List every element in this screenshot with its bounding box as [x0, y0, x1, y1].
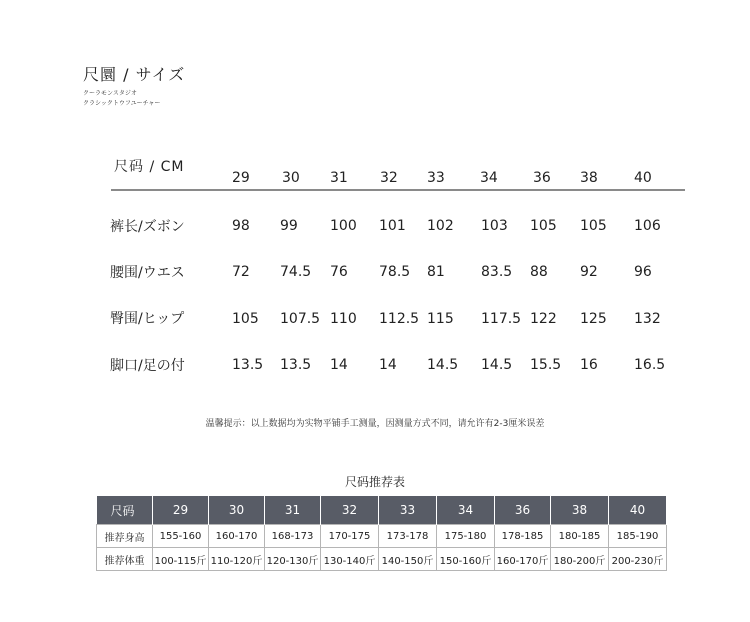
size-value: 101: [379, 218, 406, 234]
size-value: 16.5: [634, 357, 666, 373]
size-value: 105: [530, 218, 557, 234]
size-value: 14.5: [427, 357, 459, 373]
recommend-cell: 110-120斤: [209, 548, 265, 571]
size-column-header: 32: [380, 170, 398, 186]
size-value: 76: [330, 264, 348, 280]
recommend-cell: 180-185: [551, 525, 609, 548]
recommend-cell: 168-173: [265, 525, 321, 548]
size-value: 102: [427, 218, 454, 234]
recommend-cell: 175-180: [437, 525, 495, 548]
recommend-cell: 120-130斤: [265, 548, 321, 571]
recommend-size-header: 40: [609, 496, 667, 525]
size-value: 96: [634, 264, 652, 280]
size-value: 13.5: [280, 357, 312, 373]
size-value: 122: [530, 311, 557, 327]
size-value: 14: [379, 357, 397, 373]
size-value: 105: [232, 311, 259, 327]
size-value: 74.5: [280, 264, 312, 280]
size-value: 110: [330, 311, 357, 327]
recommend-row-height: [97, 525, 667, 548]
size-row-label: 臀围/ヒップ: [110, 311, 185, 327]
recommend-header-row: [97, 496, 667, 525]
size-value: 16: [580, 357, 598, 373]
size-value: 100: [330, 218, 357, 234]
size-value: 13.5: [232, 357, 264, 373]
recommend-size-header: 31: [265, 496, 321, 525]
size-value: 88: [530, 264, 548, 280]
recommend-header-label: 尺码: [97, 496, 153, 525]
recommend-table-title: 尺码推荐表: [344, 475, 405, 489]
page-subtitle-line-1: クーラモンスタジオ: [83, 90, 137, 97]
size-value: 125: [580, 311, 607, 327]
recommend-cell: 180-200斤: [551, 548, 609, 571]
size-value: 112.5: [379, 311, 420, 327]
recommend-row-weight: [97, 548, 667, 571]
recommend-size-header: 36: [495, 496, 551, 525]
size-column-header: 33: [427, 170, 445, 186]
recommend-cell: 155-160: [153, 525, 209, 548]
recommend-cell: 200-230斤: [609, 548, 667, 571]
size-value: 105: [580, 218, 607, 234]
size-table-header-label: 尺码 / CM: [114, 159, 185, 175]
size-row-label: 裤长/ズボン: [110, 219, 185, 235]
size-value: 106: [634, 218, 661, 234]
size-column-header: 36: [533, 170, 551, 186]
size-value: 81: [427, 264, 445, 280]
recommend-cell: 178-185: [495, 525, 551, 548]
size-column-header: 30: [282, 170, 300, 186]
recommend-cell: 170-175: [321, 525, 379, 548]
size-table-header-divider: [111, 189, 685, 191]
size-value: 132: [634, 311, 661, 327]
size-value: 72: [232, 264, 250, 280]
page-subtitle-line-2: クラシックトウフユーチャー: [83, 100, 161, 107]
size-value: 83.5: [481, 264, 513, 280]
size-value: 14.5: [481, 357, 513, 373]
recommend-size-header: 30: [209, 496, 265, 525]
size-column-header: 34: [480, 170, 498, 186]
recommend-cell: 140-150斤: [379, 548, 437, 571]
recommend-cell: 150-160斤: [437, 548, 495, 571]
recommend-size-header: 29: [153, 496, 209, 525]
size-value: 117.5: [481, 311, 522, 327]
size-value: 103: [481, 218, 508, 234]
size-column-header: 29: [232, 170, 250, 186]
size-column-header: 31: [330, 170, 348, 186]
size-value: 99: [280, 218, 298, 234]
recommend-row-label: 推荐体重: [97, 548, 153, 571]
size-value: 115: [427, 311, 454, 327]
recommend-size-header: 38: [551, 496, 609, 525]
size-value: 92: [580, 264, 598, 280]
recommend-cell: 173-178: [379, 525, 437, 548]
size-value: 78.5: [379, 264, 411, 280]
recommend-size-header: 33: [379, 496, 437, 525]
size-column-header: 40: [634, 170, 652, 186]
size-value: 98: [232, 218, 250, 234]
size-value: 15.5: [530, 357, 562, 373]
size-row-label: 腰围/ウエス: [110, 265, 185, 281]
size-column-header: 38: [580, 170, 598, 186]
recommend-cell: 185-190: [609, 525, 667, 548]
recommend-cell: 130-140斤: [321, 548, 379, 571]
measurement-note: 温馨提示：以上数据均为实物平铺手工测量，因测量方式不同，请允许有2-3厘米误差: [205, 419, 545, 429]
recommend-size-header: 32: [321, 496, 379, 525]
recommend-size-header: 34: [437, 496, 495, 525]
recommend-cell: 100-115斤: [153, 548, 209, 571]
recommend-cell: 160-170斤: [495, 548, 551, 571]
size-row-label: 脚口/足の付: [110, 358, 185, 374]
size-value: 107.5: [280, 311, 321, 327]
recommend-table: [96, 496, 667, 571]
size-value: 14: [330, 357, 348, 373]
recommend-row-label: 推荐身高: [97, 525, 153, 548]
recommend-cell: 160-170: [209, 525, 265, 548]
page-title: 尺圜 / サイズ: [83, 65, 186, 84]
